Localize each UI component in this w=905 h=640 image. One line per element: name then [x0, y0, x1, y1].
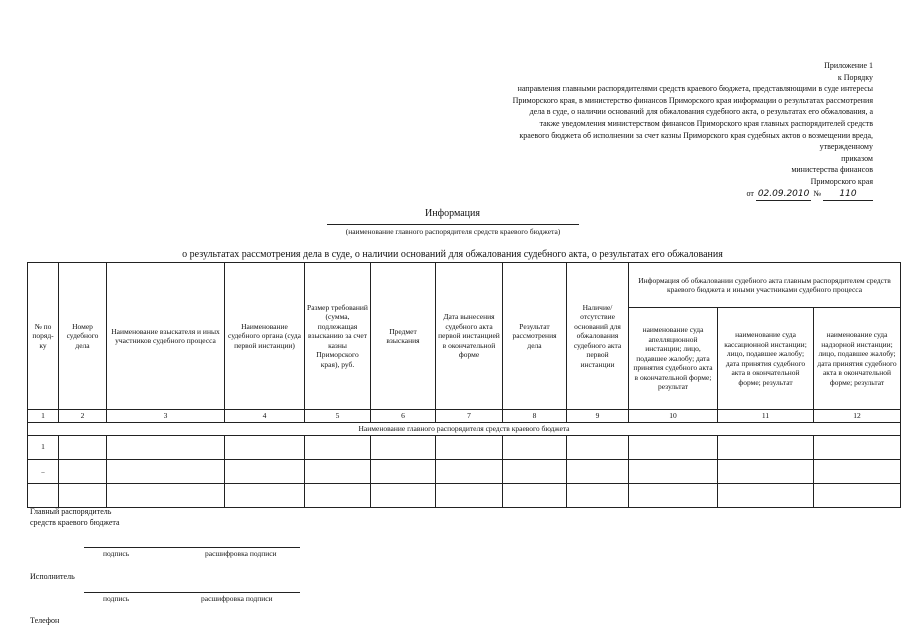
org-name-caption: (наименование главного распорядителя средств краевого бюджета) — [327, 224, 579, 236]
executor-signature-caption: подпись — [103, 594, 130, 603]
group-row-label: Наименование главного распорядителя средств краевого бюджета — [28, 422, 901, 435]
header-line: Приложение 1 — [824, 61, 873, 70]
column-number: 7 — [436, 410, 503, 423]
signature-line — [84, 547, 300, 548]
executor-label: Исполнитель — [30, 572, 75, 581]
column-number: 1 — [28, 410, 59, 423]
table-cell — [371, 459, 436, 483]
column-number: 4 — [225, 410, 305, 423]
table-cell — [59, 435, 107, 459]
column-number: 8 — [503, 410, 567, 423]
document-title: Информация — [425, 208, 480, 219]
column-number: 2 — [59, 410, 107, 423]
table-cell — [567, 459, 629, 483]
table-cell — [59, 459, 107, 483]
approval-date-line — [433, 188, 873, 202]
number-prefix: № — [813, 188, 821, 198]
column-number-row — [28, 410, 901, 423]
col-header-subject: Предмет взыскания — [371, 263, 436, 410]
table-cell — [629, 459, 718, 483]
column-number: 5 — [305, 410, 371, 423]
table-cell — [814, 459, 901, 483]
table-cell — [436, 459, 503, 483]
table-row — [28, 435, 901, 459]
table-cell — [718, 459, 814, 483]
handwritten-number: 110 — [823, 189, 873, 202]
header-line: краевого бюджета об исполнении за счет казны Приморского края судебных актов о возмещении вреда, — [519, 130, 873, 140]
column-number: 6 — [371, 410, 436, 423]
table-cell — [107, 459, 225, 483]
row-number — [28, 483, 59, 507]
column-number: 12 — [814, 410, 901, 423]
header-line: к Порядку — [837, 72, 873, 82]
table-cell — [814, 435, 901, 459]
table-cell — [503, 459, 567, 483]
table-cell — [503, 435, 567, 459]
col-group-header-appeal: Информация об обжаловании судебного акта главным распорядителем средств краевого бюджета и иными участниками судебного процесса — [629, 263, 901, 308]
distributor-label-2: средств краевого бюджета — [30, 518, 120, 527]
table-cell — [718, 435, 814, 459]
header-line: дела в суде, о наличии оснований для обжалования судебного акта, о результатах его обжалования, а — [529, 107, 873, 117]
table-cell — [371, 435, 436, 459]
col-header-appellate: наименование суда апелляционной инстанции; лицо, подавшее жалобу; дата принятия судебного акта в окончательной форме; результат — [629, 308, 718, 410]
table-cell — [814, 483, 901, 507]
header-line: Приморского края — [810, 176, 873, 186]
col-header-cassation: наименование суда кассационной инстанции; лицо, подавшее жалобу; дата принятия судебного акта в окончательной форме; результат — [718, 308, 814, 410]
table-cell — [629, 435, 718, 459]
phone-label: Телефон — [30, 616, 60, 625]
table-cell — [436, 435, 503, 459]
header-line: Приморского края, в министерство финансов Приморского края информации о результатах рассмотрения — [512, 95, 873, 105]
table-cell — [371, 483, 436, 507]
table-cell — [225, 483, 305, 507]
table-cell — [503, 483, 567, 507]
row-number: .. — [28, 459, 59, 483]
col-header-case-number: Номер судебного дела — [59, 263, 107, 410]
table-cell — [225, 459, 305, 483]
column-number: 11 — [718, 410, 814, 423]
header-line: также уведомления министерством финансов Приморского края главных распорядителей средств — [539, 118, 873, 128]
header-line: утвержденному — [819, 142, 873, 152]
information-table — [27, 262, 901, 508]
document-subtitle: о результатах рассмотрения дела в суде, о наличии оснований для обжалования судебного акта, о результатах его обжалования — [182, 249, 723, 260]
table-cell — [305, 459, 371, 483]
table-cell — [107, 435, 225, 459]
table-cell — [629, 483, 718, 507]
col-header-appeal-grounds: Наличие/отсутствие оснований для обжалования судебного акта первой инстанции — [567, 263, 629, 410]
table-cell — [718, 483, 814, 507]
col-header-result: Результат рассмотрения дела — [503, 263, 567, 410]
table-cell — [567, 483, 629, 507]
table-cell — [305, 483, 371, 507]
handwritten-date: 02.09.2010 — [756, 189, 812, 202]
appendix-header — [433, 60, 873, 201]
distributor-label-1: Главный распорядитель — [30, 507, 112, 516]
col-header-court: Наименование судебного органа (суда первой инстанции) — [225, 263, 305, 410]
table-row — [28, 483, 901, 507]
date-prefix: от — [746, 188, 754, 198]
table-row — [28, 459, 901, 483]
table-cell — [107, 483, 225, 507]
table-cell — [59, 483, 107, 507]
table-cell — [225, 435, 305, 459]
column-number: 9 — [567, 410, 629, 423]
signature-caption: подпись — [103, 549, 130, 558]
decode-caption: расшифровка подписи — [205, 549, 277, 558]
table-cell — [567, 435, 629, 459]
col-header-claimant: Наименование взыскателя и иных участников судебного процесса — [107, 263, 225, 410]
col-header-amount: Размер требований (сумма, подлежащая взысканию за счет казны Приморского края), руб. — [305, 263, 371, 410]
header-line: министерства финансов — [791, 165, 873, 175]
column-number: 10 — [629, 410, 718, 423]
group-row — [28, 422, 901, 435]
column-number: 3 — [107, 410, 225, 423]
header-line: направления главными распорядителями средств краевого бюджета, представляющими в суде интересы — [517, 84, 873, 94]
header-line: приказом — [841, 153, 873, 163]
executor-decode-caption: расшифровка подписи — [201, 594, 273, 603]
col-header-number: № по поряд-ку — [28, 263, 59, 410]
executor-signature-line — [84, 592, 300, 593]
table-cell — [305, 435, 371, 459]
table-cell — [436, 483, 503, 507]
col-header-supervisory: наименование суда надзорной инстанции; лицо, подавшее жалобу; дата принятия судебного акта в окончательной форме; результат — [814, 308, 901, 410]
col-header-judgment-date: Дата вынесения судебного акта первой инстанцией в окончательной форме — [436, 263, 503, 410]
row-number: 1 — [28, 435, 59, 459]
